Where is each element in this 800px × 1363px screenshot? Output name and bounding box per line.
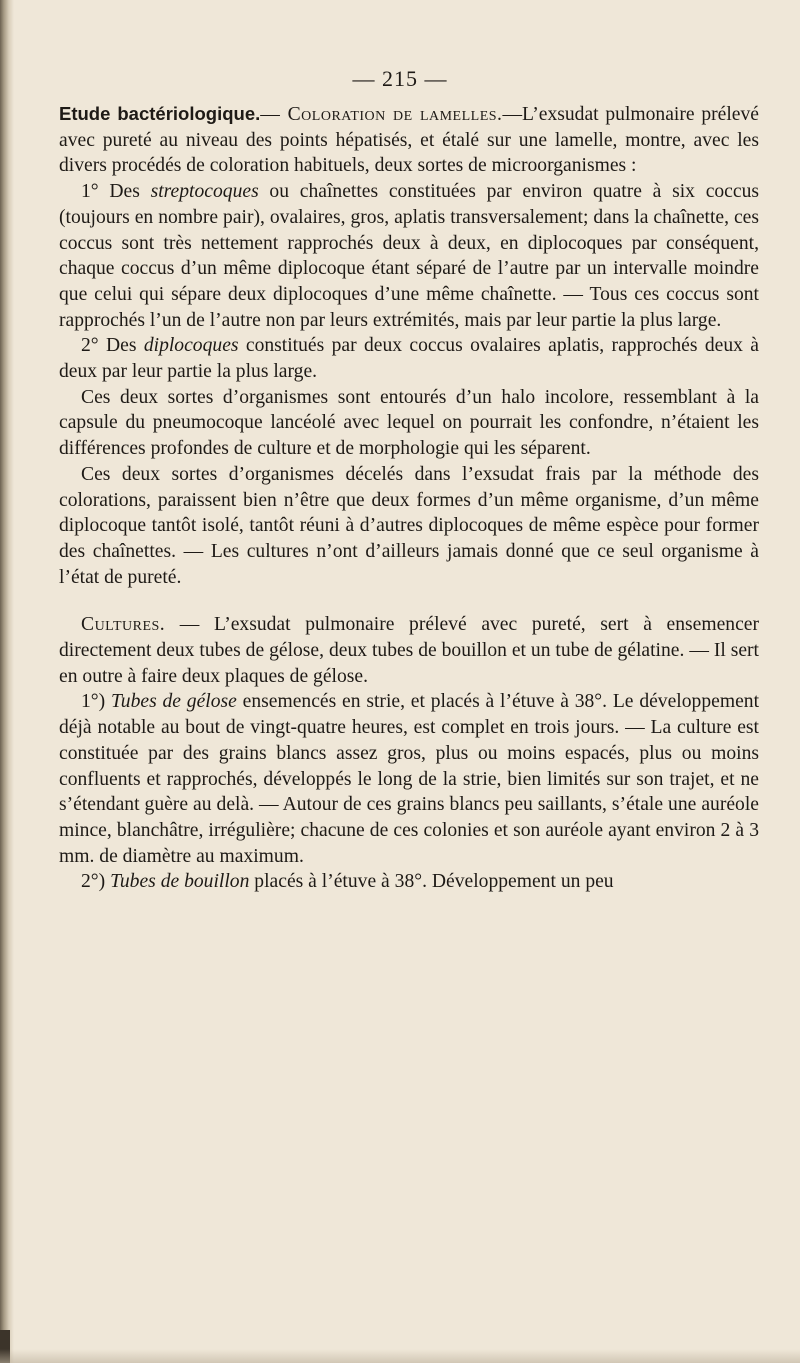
section-cultures-intro bbox=[59, 612, 759, 689]
list-item-tubes-gelose: 1°) Tubes de gélose ensemencés en strie, et placés à l’étuve à 38°. Le développement déjà notable au bout de vingt-quatre heures, est complet en trois jours. — La culture est constituée par des grains blancs assez gros, plus ou moins espacés, plus ou moins confluents et rapprochés, développés le long de la strie, bien limités sur son trajet, et ne s’étendant guère au delà. — Autour de ces grains blancs peu saillants, s’étale une auréole mince, blanchâtre, irrégulière; chacune de ces colonies et son auréole ayant environ 2 à 3 mm. de diamètre au maximum. bbox=[59, 691, 760, 867]
paragraph-text: — L’exsudat pulmonaire prélevé avec pureté, sert à ensemencer directement deux tubes de gélose, deux tubes de bouillon et un tube de gélatine. — Il sert en outre à faire deux plaques de gélose. bbox=[59, 614, 759, 687]
term-tubes-bouillon: Tubes de bouillon bbox=[110, 871, 250, 893]
paragraph-text: ensemencés en strie, et placés à l’étuve à 38°. Le développement déjà notable au bout de vingt-quatre heures, est complet en trois jours. — La culture est constituée par des grains blancs assez gros, plus ou moins espacés, plus ou moins confluents et rapprochés, développés le long de la strie, bien limités sur son trajet, et ne s’étendant guère au delà. — Autour de ces grains blancs peu saillants, s’étale une auréole mince, blanchâtre, irrégulière; chacune de ces colonies et son auréole ayant environ 2 à 3 mm. de diamètre au maximum. bbox=[59, 691, 760, 867]
list-item-streptocoques: 1° Des streptocoques ou chaînettes constituées par environ quatre à six coccus (toujours en nombre pair), ovalaires, gros, aplatis transversalement; dans la chaînette, ces coccus sont très nettement rapprochés deux à deux, en diplocoques par conséquent, chaque coccus d’un même diplocoque étant séparé de l’autre par un intervalle moindre que celui qui sépare deux diplocoques d’une même chaînette. — Tous ces coccus sont rapprochés l’un de l’autre non par leurs extrémités, mais par leur partie la plus large. bbox=[59, 181, 759, 331]
term-tubes-gelose: Tubes de gélose bbox=[110, 691, 237, 713]
page-number: — 215 — bbox=[352, 66, 448, 91]
list-item-tubes-bouillon: 2°) Tubes de bouillon placés à l’étuve à 38°. Développement un peu bbox=[81, 871, 614, 893]
page-body bbox=[59, 101, 759, 895]
paragraph-forms: Ces deux sortes d’organismes décelés dans l’exsudat frais par la méthode des colorations, paraissent bien n’être que deux formes d’un même organisme, d’un même diplocoque tantôt isolé, tantôt réuni à d’autres diplocoques de même espèce pour former des chaînettes. — Les cultures n’ont d’ailleurs jamais donné que ce seul organisme à l’état de pureté. bbox=[59, 463, 759, 588]
paragraph-halo: Ces deux sortes d’organismes sont entourés d’un halo incolore, ressemblant à la capsule du pneumocoque lancéolé avec lequel on pourrait les confondre, n’étaient les différences profondes de culture et de morphologie qui les séparent. bbox=[59, 386, 759, 460]
subsection-title-coloration: — Coloration de lamelles. bbox=[260, 104, 503, 125]
page-bottom-shadow bbox=[0, 1349, 800, 1363]
paragraph-text: —L’exsudat pulmonaire prélevé avec pureté au niveau des points hépatisés, et étalé sur une lamelle, montre, avec les divers procédés de coloration habituels, deux sortes de microorganismes : bbox=[59, 104, 759, 177]
section-title-bacteriology: Etude bactériologique. bbox=[59, 103, 261, 124]
section-bacteriology-intro bbox=[59, 101, 759, 179]
section-title-cultures: Cultures. bbox=[81, 614, 166, 636]
term-diplocoques: diplocoques bbox=[143, 335, 239, 357]
term-streptocoques: streptocoques bbox=[150, 181, 259, 203]
paragraph-text: ou chaînettes constituées par environ quatre à six coccus (toujours en nombre pair), ovalaires, gros, aplatis transversalement; dans la chaînette, ces coccus sont très nettement rapprochés deux à deux, en diplocoques par conséquent, chaque coccus d’un même diplocoque étant séparé de l’autre par un intervalle moindre que celui qui sépare deux diplocoques d’une même chaînette. — Tous ces coccus sont rapprochés l’un de l’autre non par leurs extrémités, mais par leur partie la plus large. bbox=[59, 181, 759, 331]
page-edge-shadow bbox=[0, 0, 14, 1363]
paragraph-text: placés à l’étuve à 38°. Développement un peu bbox=[249, 871, 614, 893]
list-item-diplocoques: 2° Des diplocoques constitués par deux coccus ovalaires aplatis, rapprochés deux à deux par leur partie la plus large. bbox=[59, 335, 760, 383]
paragraph-text: constitués par deux coccus ovalaires aplatis, rapprochés deux à deux par leur partie la plus large. bbox=[59, 335, 760, 383]
